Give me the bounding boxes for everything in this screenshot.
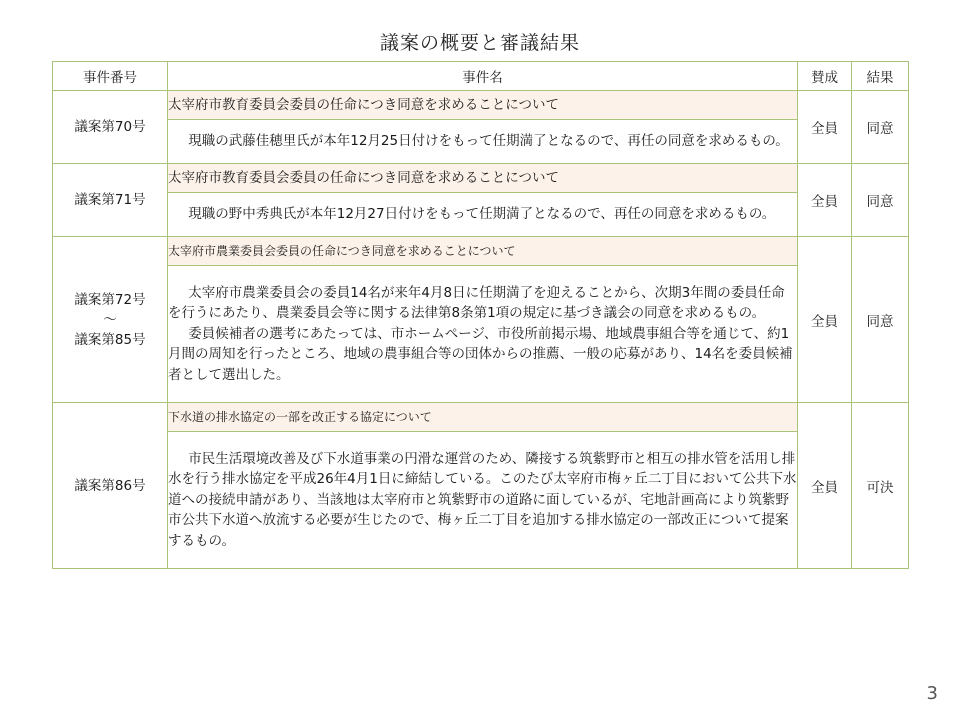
header-result: 結果 [852,62,909,91]
vote-cell: 全員 [798,237,852,403]
bill-description-cell [168,432,798,569]
bill-description-cell [168,120,798,164]
table-row [53,193,909,237]
table-row [53,266,909,403]
bill-number-cell [53,237,168,403]
slide-title: 議案の概要と審議結果 [379,32,580,54]
bill-subject: 太宰府市農業委員会委員の任命につき同意を求めることについて [168,237,798,266]
bill-number: 議案第71号 [74,192,146,208]
page-number: 3 [926,683,938,704]
bill-number-cell [53,403,168,569]
table-row [53,403,909,432]
bill-description-cell [168,193,798,237]
bill-description: 市民生活環境改善及び下水道事業の円滑な運営のため、隣接する筑紫野市と相互の排水管を活用し排水を行う排水協定を平成26年4月1日に締結している。このたび太宰府市梅ヶ丘二丁目において公共下水道への接続申請があり、当該地は太宰府市と筑紫野市の道路に面しているが、宅地計画高により筑紫野市公共下水道へ放流する必要が生じたので、梅ヶ丘二丁目を追加する排水協定の一部改正について提案するもの。 [168,450,797,549]
bill-number-end: 議案第85号 [74,331,146,348]
vote-cell: 全員 [798,164,852,237]
table-row [53,432,909,569]
agenda-table [52,61,909,569]
header-name: 事件名 [168,62,798,91]
bill-subject: 太宰府市教育委員会委員の任命につき同意を求めることについて [168,91,798,120]
result-cell: 同意 [852,237,909,403]
header-vote: 賛成 [798,62,852,91]
bill-number: 議案第70号 [74,119,146,135]
result-cell: 同意 [852,164,909,237]
bill-description: 現職の野中秀典氏が本年12月27日付けをもって任期満了となるので、再任の同意を求めるもの。 [188,206,776,223]
bill-description-paragraph: 太宰府市農業委員会の委員14名が来年4月8日に任期満了を迎えることから、次期3年間の委員任命を行うにあたり、農業委員会等に関する法律第8条第1項の規定に基づき議会の同意を求めるもの。 [168,284,785,322]
result-cell: 同意 [852,91,909,164]
bill-number-cell [53,164,168,237]
table-row [53,237,909,266]
result-cell: 可決 [852,403,909,569]
bill-subject: 太宰府市教育委員会委員の任命につき同意を求めることについて [168,164,798,193]
table-row [53,120,909,164]
bill-description-paragraph: 委員候補者の選考にあたっては、市ホームページ、市役所前掲示場、地域農事組合等を通じて、約1月間の周知を行ったところ、地域の農事組合等の団体からの推薦、一般の応募があり、14名を委員候補者として選出した。 [168,325,793,383]
bill-description: 現職の武藤佳穂里氏が本年12月25日付けをもって任期満了となるので、再任の同意を求めるもの。 [188,133,789,150]
vote-cell: 全員 [798,403,852,569]
bill-number-cell [53,91,168,164]
bill-number-start: 議案第72号 [74,291,146,308]
bill-description-cell [168,266,798,403]
header-number: 事件番号 [53,62,168,91]
bill-number: 議案第86号 [74,477,146,494]
table-row [53,164,909,193]
vote-cell: 全員 [798,91,852,164]
table-header-row [53,62,909,91]
table-row [53,91,909,120]
bill-subject: 下水道の排水協定の一部を改正する協定について [168,403,798,432]
bill-number-range-mark: ～ [103,311,117,328]
